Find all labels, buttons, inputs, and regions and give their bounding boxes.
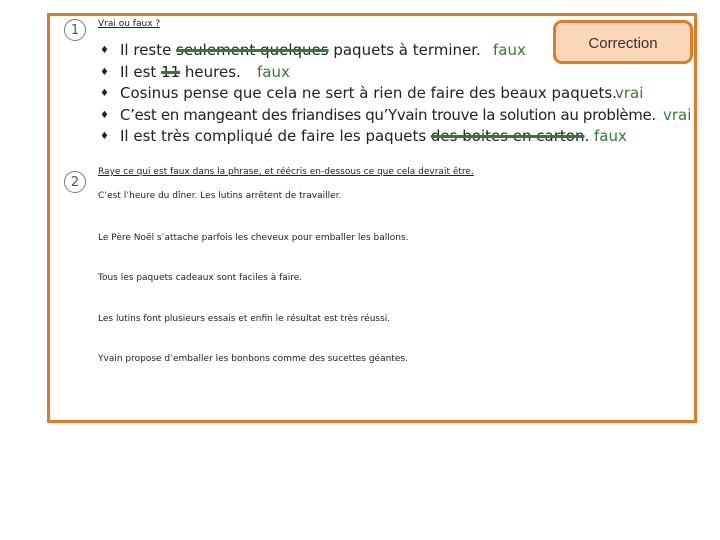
bullet-icon: ♦ [100,45,109,56]
answer-label: vrai [615,84,644,102]
bullet-icon: ♦ [100,88,109,99]
bullet-icon: ♦ [100,66,109,78]
answer-label: faux [594,127,627,145]
struck-text: 11 [161,62,181,81]
answer-label: faux [493,41,526,59]
bullet-icon: ♦ [100,131,109,142]
sentence-line: Les lutins font plusieurs essais et enfin le résultat est très réussi. [98,314,391,324]
question-number-2: 2 [64,171,86,193]
question-1-title: Vrai ou faux ? [98,19,161,29]
sentence-line: Le Père Noël s’attache parfois les cheveux pour emballer les ballons. [98,233,409,243]
answer-label: faux [257,62,290,81]
correction-badge: Correction [553,20,693,64]
sentence-line: Tous les paquets cadeaux sont faciles à faire. [98,273,303,283]
struck-text: seulement quelques [176,41,329,59]
struck-text: des boites en carton [430,127,585,145]
sentence-line: C’est l’heure du dîner. Les lutins arrêtent de travailler. [98,191,342,201]
answer-label: vrai [663,105,692,124]
bullet-icon: ♦ [100,109,109,121]
question-number-1: 1 [64,19,86,41]
sentence-line: Yvain propose d’emballer les bonbons comme des sucettes géantes. [98,354,408,364]
question-2-instruction: Raye ce qui est faux dans la phrase, et réécris en-dessous ce que cela devrait être. [98,167,474,177]
